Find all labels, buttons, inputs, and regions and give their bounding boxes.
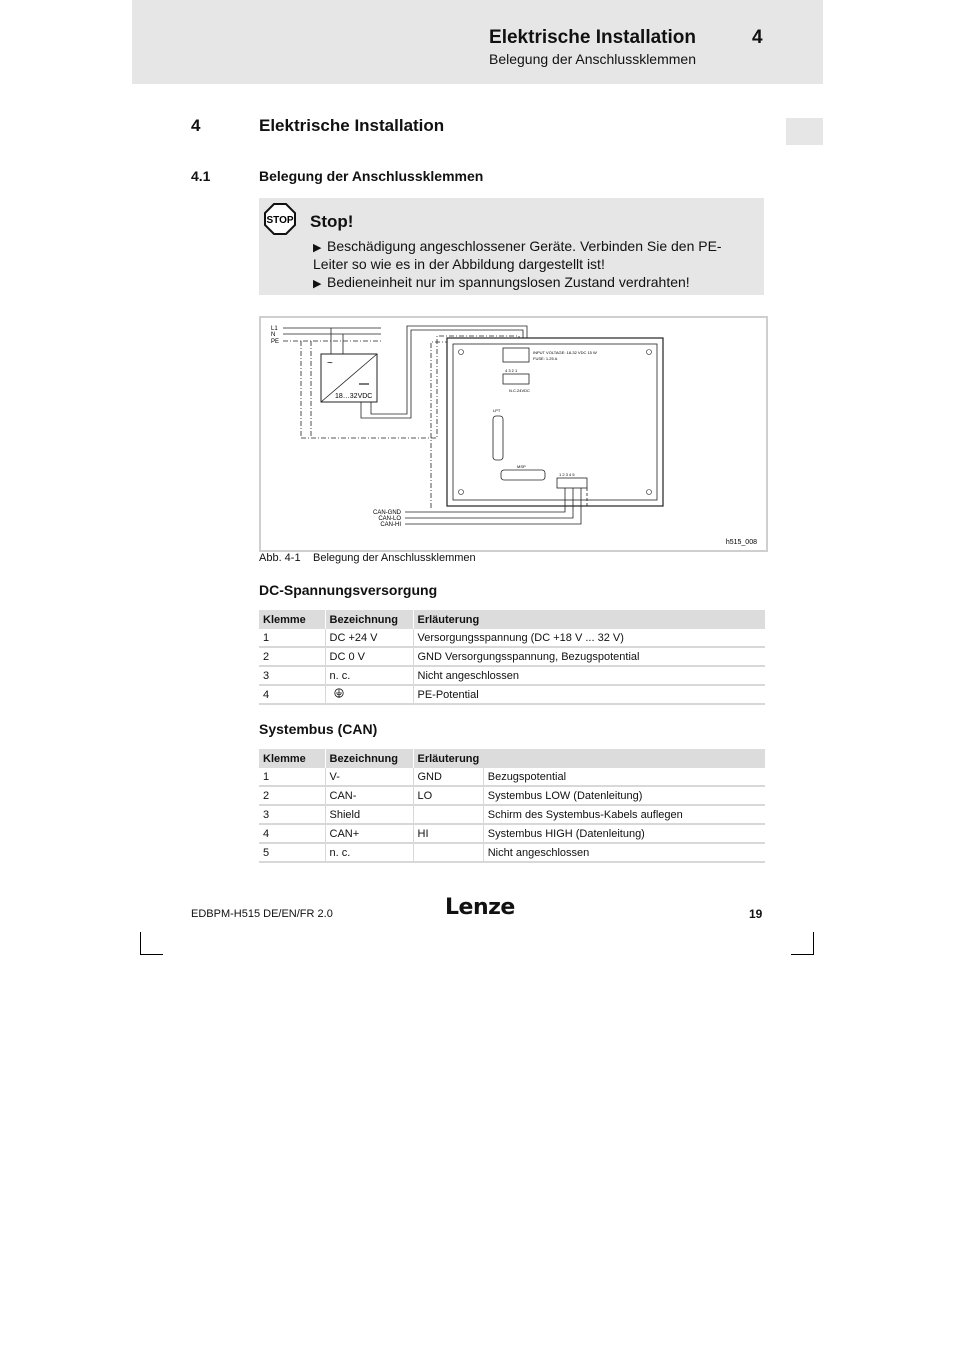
label-can-hi: CAN-HI bbox=[380, 522, 401, 528]
table-row bbox=[259, 666, 765, 685]
cell: 4 bbox=[259, 824, 325, 843]
table-row bbox=[259, 647, 765, 666]
cell: DC 0 V bbox=[325, 647, 413, 666]
can-terminal-block bbox=[557, 478, 587, 488]
footer-document-id: EDBPM-H515 DE/EN/FR 2.0 bbox=[191, 908, 333, 920]
crop-mark-left-vertical bbox=[140, 932, 141, 955]
cell: 2 bbox=[259, 786, 325, 805]
cell: 5 bbox=[259, 843, 325, 862]
cell: CAN- bbox=[325, 786, 413, 805]
header-title: Elektrische Installation bbox=[489, 27, 696, 48]
cell: Bezugspotential bbox=[483, 768, 765, 786]
label-msp: MSP bbox=[517, 464, 526, 469]
cell: 3 bbox=[259, 805, 325, 824]
power-terminal-block bbox=[503, 348, 529, 362]
cell: n. c. bbox=[325, 843, 413, 862]
table-row bbox=[259, 685, 765, 704]
cell: 1 bbox=[259, 768, 325, 786]
cell: Systembus LOW (Datenleitung) bbox=[483, 786, 765, 805]
table-row bbox=[259, 786, 765, 805]
lenze-logo: Lenze bbox=[445, 895, 515, 920]
table-row bbox=[259, 843, 765, 862]
cell: Versorgungsspannung (DC +18 V ... 32 V) bbox=[413, 629, 765, 647]
table-row bbox=[259, 824, 765, 843]
stop-sign-icon bbox=[264, 203, 296, 235]
cell: 3 bbox=[259, 666, 325, 685]
cell: n. c. bbox=[325, 666, 413, 685]
cell: Schirm des Systembus-Kabels auflegen bbox=[483, 805, 765, 824]
dc-header-klemme: Klemme bbox=[259, 610, 325, 629]
cell: GND Versorgungsspannung, Bezugspotential bbox=[413, 647, 765, 666]
heading2-text: Belegung der Anschlussklemmen bbox=[259, 168, 484, 184]
cell: Nicht angeschlossen bbox=[483, 843, 765, 862]
stop-item-2 bbox=[313, 274, 753, 292]
cell: 1 bbox=[259, 629, 325, 647]
ac-symbol: ~ bbox=[327, 358, 333, 369]
label-can-gnd: CAN-GND bbox=[373, 510, 401, 516]
cell: Shield bbox=[325, 805, 413, 824]
caption-text: Belegung der Anschlussklemmen bbox=[313, 552, 476, 564]
header-subtitle: Belegung der Anschlussklemmen bbox=[488, 51, 696, 67]
cell: PE-Potential bbox=[413, 685, 765, 704]
can-heading: Systembus (CAN) bbox=[259, 721, 378, 737]
msp-connector bbox=[501, 470, 545, 480]
cell: DC +24 V bbox=[325, 629, 413, 647]
cell bbox=[413, 805, 483, 824]
cell: HI bbox=[413, 824, 483, 843]
label-terminal-numbers: 4 3 2 1 bbox=[505, 368, 518, 373]
label-can-lo: CAN-LO bbox=[378, 516, 401, 522]
dc-heading: DC-Spannungsversorgung bbox=[259, 582, 438, 598]
cell: CAN+ bbox=[325, 824, 413, 843]
crop-mark-right-vertical bbox=[813, 932, 814, 955]
header-chapter-number: 4 bbox=[752, 27, 763, 48]
can-table-header bbox=[259, 749, 765, 768]
label-psu-voltage: 18…32VDC bbox=[335, 393, 373, 400]
cell bbox=[325, 685, 413, 704]
cell: GND bbox=[413, 768, 483, 786]
table-row bbox=[259, 768, 765, 786]
bullet-triangle-icon: ▶ bbox=[313, 278, 322, 290]
cell: V- bbox=[325, 768, 413, 786]
can-header-bezeichnung: Bezeichnung bbox=[325, 749, 413, 768]
cell: 2 bbox=[259, 647, 325, 666]
stop-title: Stop! bbox=[310, 212, 354, 231]
protective-earth-icon bbox=[334, 688, 344, 698]
heading2-number: 4.1 bbox=[191, 168, 211, 184]
label-l1: L1 bbox=[271, 326, 278, 332]
header-band bbox=[132, 0, 823, 84]
can-header-erlaeuterung: Erläuterung bbox=[413, 749, 483, 768]
label-can-pins: 1 2 3 4 5 bbox=[559, 472, 575, 477]
stop-item-1 bbox=[313, 238, 753, 272]
dc-header-erlaeuterung: Erläuterung bbox=[413, 610, 765, 629]
can-table bbox=[259, 749, 765, 863]
dc-table-header bbox=[259, 610, 765, 629]
caption-label: Abb. 4-1 bbox=[259, 552, 301, 564]
cell: Systembus HIGH (Datenleitung) bbox=[483, 824, 765, 843]
stop-sign-text: STOP bbox=[266, 215, 294, 226]
can-header-blank bbox=[483, 749, 765, 768]
label-psu-terminal: N.C.24VDC bbox=[509, 388, 530, 393]
cell: 4 bbox=[259, 685, 325, 704]
cell bbox=[413, 843, 483, 862]
heading1-text: Elektrische Installation bbox=[259, 116, 445, 135]
label-input-voltage: INPUT VOLTAGE: 18-32 VDC 15 W bbox=[533, 350, 597, 355]
crop-mark-left-horizontal bbox=[140, 954, 163, 955]
label-fuse: FUSE: 1.25 A bbox=[533, 356, 558, 361]
label-pe: PE bbox=[271, 339, 280, 345]
label-n: N bbox=[271, 332, 276, 338]
table-row bbox=[259, 805, 765, 824]
chapter-tab-marker bbox=[786, 118, 823, 145]
can-header-klemme: Klemme bbox=[259, 749, 325, 768]
page-number: 19 bbox=[749, 907, 763, 921]
dc-table bbox=[259, 610, 765, 705]
lpt-connector bbox=[493, 416, 503, 460]
figure-caption bbox=[259, 552, 476, 564]
label-lpt: LPT bbox=[493, 408, 501, 413]
crop-mark-right-horizontal bbox=[791, 954, 814, 955]
bullet-triangle-icon: ▶ bbox=[313, 242, 322, 254]
wiring-diagram bbox=[261, 318, 766, 550]
wiring-diagram-frame bbox=[259, 316, 768, 552]
label-figure-reference: h515_008 bbox=[725, 539, 757, 546]
cell: LO bbox=[413, 786, 483, 805]
dc-header-bezeichnung: Bezeichnung bbox=[325, 610, 413, 629]
table-row bbox=[259, 629, 765, 647]
heading1-number: 4 bbox=[191, 116, 201, 135]
cell: Nicht angeschlossen bbox=[413, 666, 765, 685]
stop-item-1-text: Beschädigung angeschlossener Geräte. Verbinden Sie den PE-Leiter so wie es in der Abbildung dargestellt ist! bbox=[313, 238, 722, 272]
stop-item-2-text: Bedieneinheit nur im spannungslosen Zustand verdrahten! bbox=[327, 274, 690, 290]
